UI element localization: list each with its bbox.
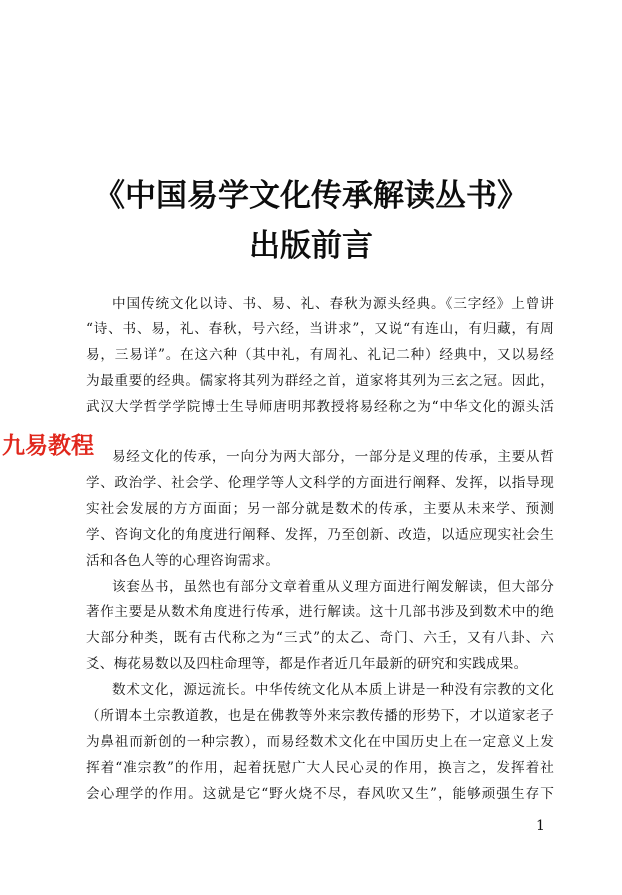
watermark-logo: 九易教程 (2, 432, 98, 460)
text-line: 学、咨询文化的角度进行阐释、发挥，乃至创新、改造，以适应现实社会生 (86, 527, 554, 543)
text-line: 数术文化，源远流长。中华传统文化从本质上讲是一种没有宗教的文化 (112, 682, 554, 698)
text-line: 实社会发展的方方面面；另一部分就是数术的传承，主要从未来学、预测 (86, 501, 554, 517)
page-number: 1 (536, 818, 545, 834)
text-line: 爻、梅花易数以及四柱命理等，都是作者近几年最新的研究和实践成果。 (86, 656, 528, 672)
book-series-title: 《中国易学文化传承解读丛书》 (94, 178, 528, 214)
text-line: 易，三易详”。在这六种（其中礼，有周礼、礼记二种）经典中，又以易经 (86, 347, 554, 363)
text-line: 该套丛书，虽然也有部分文章着重从义理方面进行阐发解读，但大部分 (112, 579, 554, 595)
preface-title: 出版前言 (249, 228, 373, 264)
text-line: 著作主要是从数术角度进行传承，进行解读。这十几部书涉及到数术中的绝 (86, 604, 554, 620)
text-line: 武汉大学哲学学院博士生导师唐明邦教授将易经称之为“中华文化的源头活 (86, 399, 554, 415)
text-line: 会心理学的作用。这就是它“野火烧不尽，春风吹又生”，能够顽强生存下 (86, 786, 554, 802)
text-line: 为鼻祖而新创的一种宗教），而易经数术文化在中国历史上在一定意义上发 (86, 734, 554, 750)
text-line: “诗、书、易，礼、春秋，号六经，当讲求”，又说“有连山，有归藏，有周 (86, 321, 554, 337)
text-line: 挥着“准宗教”的作用，起着抚慰广大人民心灵的作用，换言之，发挥着社 (86, 760, 554, 776)
text-line: 为最重要的经典。儒家将其列为群经之首，道家将其列为三玄之冠。因此， (86, 373, 554, 389)
text-line: 学、政治学、社会学、伦理学等人文科学的方面进行阐释、发挥，以指导现 (86, 475, 554, 491)
text-line: （所谓本土宗教道教，也是在佛教等外来宗教传播的形势下，才以道家老子 (86, 708, 554, 724)
text-line: 活和各色人等的心理咨询需求。 (86, 553, 280, 569)
text-line: 中国传统文化以诗、书、易、礼、春秋为源头经典。《三字经》上曾讲 (112, 296, 554, 312)
text-line: 大部分种类，既有古代称之为“三式”的太乙、奇门、六壬，又有八卦、六 (86, 630, 554, 646)
text-line: 易经文化的传承，一向分为两大部分，一部分是义理的传承，主要从哲 (112, 449, 554, 465)
